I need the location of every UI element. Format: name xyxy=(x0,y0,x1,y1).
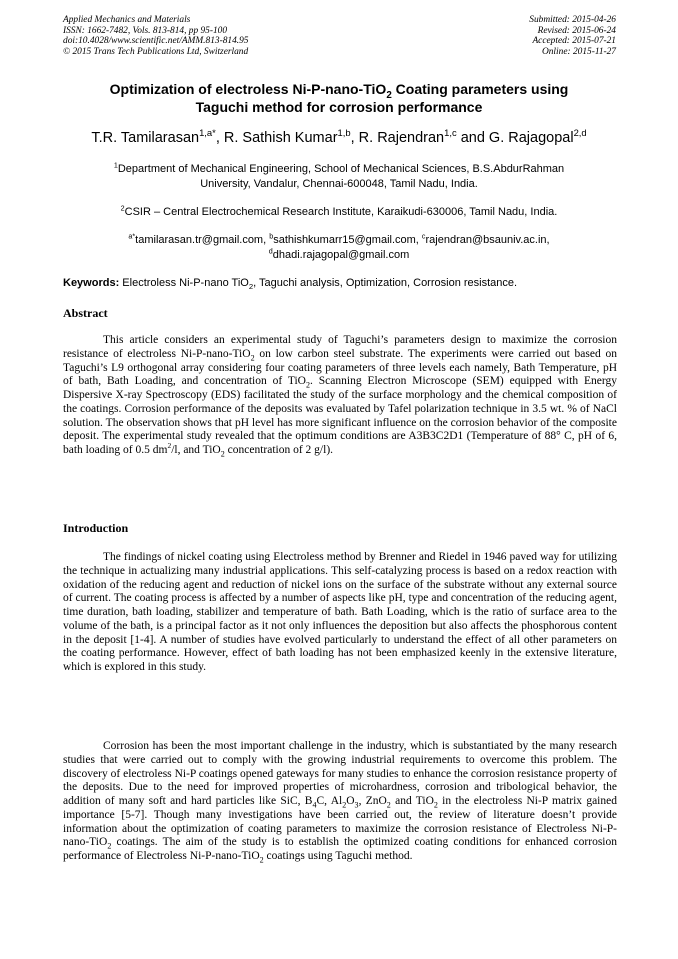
affiliation-text: Department of Mechanical Engineering, School of Mechanical Sciences, B.S.AbdurRahman xyxy=(117,163,565,175)
keywords-label: Keywords: xyxy=(63,277,120,289)
keywords-text: , Taguchi analysis, Optimization, Corrosion resistance. xyxy=(253,277,518,289)
subscript: 2 xyxy=(259,855,264,865)
author-separator: and xyxy=(456,130,489,146)
subscript: 2 xyxy=(220,449,225,459)
intro-text: and TiO xyxy=(390,795,434,807)
email-mark: b xyxy=(269,232,274,241)
revised-date: Revised: 2015-06-24 xyxy=(537,25,616,36)
intro-text: coatings using Taguchi method. xyxy=(263,850,413,862)
title-subscript: 2 xyxy=(386,89,392,101)
author-separator: , xyxy=(350,130,359,146)
subscript: 2 xyxy=(433,800,438,810)
accepted-date: Accepted: 2015-07-21 xyxy=(532,36,616,47)
email-link[interactable]: tamilarasan.tr@gmail.com, xyxy=(135,234,270,246)
submitted-date: Submitted: 2015-04-26 xyxy=(529,15,616,25)
title-text: Coating parameters using xyxy=(391,81,569,97)
issn: ISSN: 1662-7482, Vols. 813-814, pp 95-100 xyxy=(63,25,228,36)
intro-text: C, Al xyxy=(316,795,343,807)
email-link[interactable]: dhadi.rajagopal@gmail.com xyxy=(272,248,410,261)
author-list xyxy=(60,129,618,147)
affiliation-1 xyxy=(70,162,608,191)
email-link[interactable]: sathishkumarr15@gmail.com, xyxy=(273,234,422,246)
subscript: 2 xyxy=(250,353,255,363)
intro-text: Corrosion has been the most important challenge in the industry, which is substantiated by the many research studies that were carried out to comply with the growing industrial requirements to overcome this problem. The discovery of electroless Ni-P coatings opened gateways for many studies to enhance the corrosion resistance property of the deposits. Due to the need for improved properties of microhardness, corrosion and tribological behavior, the addition of many soft and hard particles like SiC, B xyxy=(63,740,617,807)
intro-text: coatings. The aim of the study is to establish the optimized coating conditions for enhanced corrosion performance of Electroless Ni-P-nano-TiO xyxy=(63,836,617,862)
intro-text: , ZnO xyxy=(358,795,387,807)
subscript: 4 xyxy=(312,800,317,810)
keywords-subscript: 2 xyxy=(248,282,254,292)
introduction-paragraph-2 xyxy=(63,740,617,864)
author-name: T.R. Tamilarasan xyxy=(91,130,200,146)
keywords-text: Electroless Ni-P-nano TiO xyxy=(119,277,249,289)
author-affil: 1,a* xyxy=(199,127,216,139)
author-affil: 1,b xyxy=(337,127,351,139)
abstract-text: concentration of 2 g/l). xyxy=(224,444,334,456)
subscript: 2 xyxy=(342,800,347,810)
introduction-paragraph-1: The findings of nickel coating using Electroless method by Brenner and Riedel in 1946 paved way for utilizing the technique in actualizing many industrial applications. This self-catalyzing process is based on a redox reaction with oxidation of the reducing agent and reduction of nickel ions on the surface of the substrate without any external source of current. The coating process is affected by a number of aspects like pH, type and concentration of the reducing agent, time duration, bath loading, stabilizer and temperature of bath. Bath Loading, which is the ratio of surface area to the volume of the bath, is a principal factor as it not only influences the deposition but also affects the phosphorous content in the deposit [1-4]. A number of studies have evolved particularly to understand the effect of all other parameters on the coating performance. However, effect of bath loading has not been emphasized keenly in the extensive literature, which is explored in this study. xyxy=(63,551,617,673)
online-date: Online: 2015-11-27 xyxy=(541,47,616,58)
abstract-text: on low carbon steel substrate. The experiments were carried out based on Taguchi’s L9 orthogonal array considering four coating parameters of three levels each namely, Bath Temperature, pH of bath, Bath Loading, and concentration of TiO xyxy=(63,347,617,388)
email-mark: d xyxy=(268,246,273,255)
email-link[interactable]: rajendran@bsauniv.ac.in, xyxy=(425,234,550,246)
title-line-2: Taguchi method for corrosion performance xyxy=(195,98,483,115)
author-affil: 2,d xyxy=(573,127,587,139)
author-name: R. Rajendran xyxy=(358,130,445,146)
author-name: R. Sathish Kumar xyxy=(223,130,338,146)
author-emails xyxy=(70,233,608,262)
affiliation-2 xyxy=(70,205,608,220)
intro-text: O xyxy=(346,795,355,807)
affiliation-mark: 1 xyxy=(113,161,118,170)
introduction-heading: Introduction xyxy=(63,521,129,535)
abstract-text: /l, and TiO xyxy=(171,444,221,456)
affiliation-mark: 2 xyxy=(120,204,125,213)
paper-title xyxy=(60,81,618,116)
abstract-body xyxy=(63,334,617,458)
abstract-text: This article considers an experimental study of Taguchi’s parameters design to maximize the corrosion resistance of electroless Ni-P-nano-TiO xyxy=(63,334,617,360)
abstract-heading: Abstract xyxy=(63,306,108,320)
author-name: G. Rajagopal xyxy=(488,130,574,146)
subscript: 3 xyxy=(354,800,359,810)
copyright: © 2015 Trans Tech Publications Ltd, Switzerland xyxy=(63,47,249,58)
title-text: Optimization of electroless Ni-P-nano-TiO xyxy=(109,81,387,97)
email-mark: c xyxy=(421,232,426,241)
subscript: 2 xyxy=(306,380,311,390)
superscript: 2 xyxy=(167,441,172,451)
journal-name: Applied Mechanics and Materials xyxy=(63,15,191,25)
keywords xyxy=(63,276,617,290)
author-separator: , xyxy=(215,130,224,146)
publication-dates xyxy=(529,15,616,58)
subscript: 2 xyxy=(107,841,112,851)
author-affil: 1,c xyxy=(444,127,457,139)
email-mark: a* xyxy=(128,232,136,241)
intro-text: in the electroless Ni-P matrix gained importance [5-7]. Though many investigations have been carried out, the review of literature doesn’t provide information about the optimization of coating parameters to maximize the corrosion resistance of Electroless Ni-P-nano-TiO xyxy=(63,795,617,849)
journal-info xyxy=(63,15,248,58)
doi: doi:10.4028/www.scientific.net/AMM.813-814.95 xyxy=(63,36,249,47)
subscript: 2 xyxy=(386,800,391,810)
abstract-text: . Scanning Electron Microscope (SEM) equipped with Energy Dispersive X-ray Spectroscopy (EDS) facilitated the study of the surface morphology and the chemical composition of the coatings. Corrosion performance of the deposits was evaluated by Tafel polarization technique in 3.5 wt. % of NaCl solution. The observation shows that pH level has more significant influence on the corrosion behavior of the composite deposit. The experimental study revealed that the optimum conditions are A3B3C2D1 (Temperature of 88° C, pH of 6, bath loading of 0.5 dm xyxy=(63,375,617,456)
affiliation-text: CSIR – Central Electrochemical Research Institute, Karaikudi-630006, Tamil Nadu, India. xyxy=(124,206,558,218)
affiliation-text: University, Vandalur, Chennai-600048, Tamil Nadu, India. xyxy=(200,177,478,190)
